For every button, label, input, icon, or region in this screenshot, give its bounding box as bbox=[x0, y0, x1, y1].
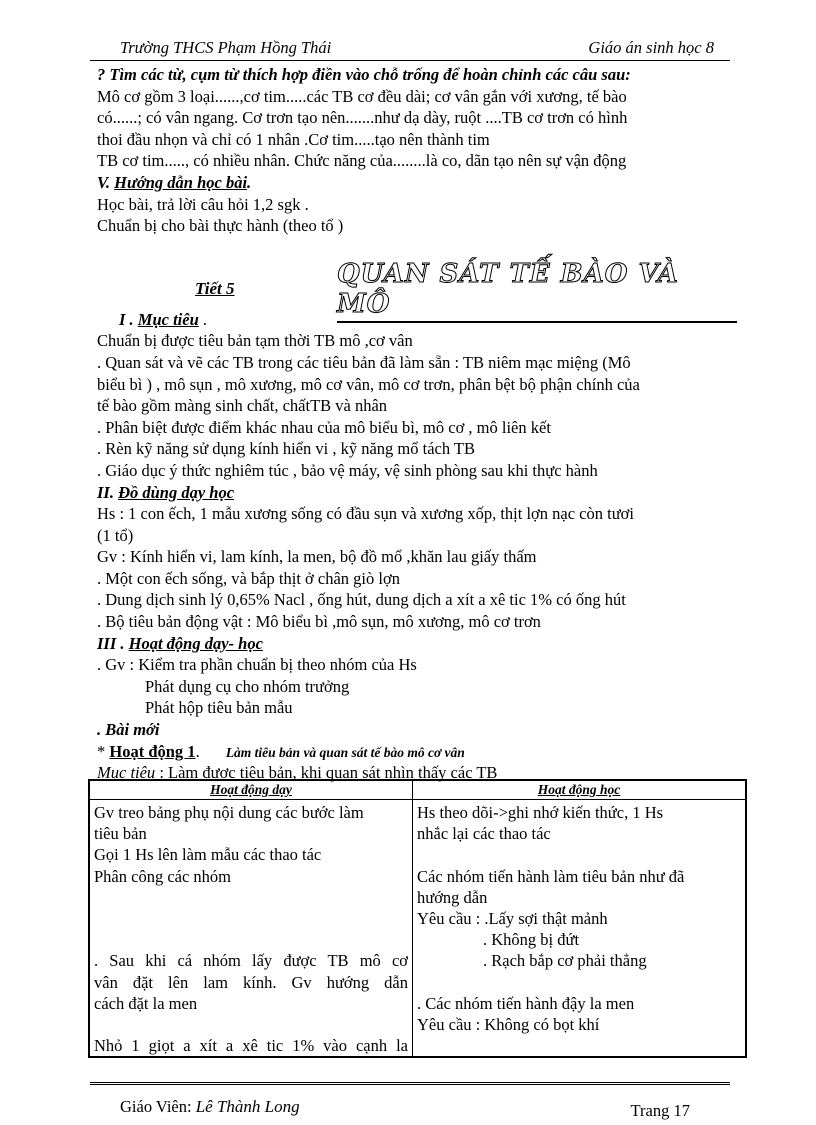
cell-line: . Không bị đứt bbox=[417, 930, 580, 950]
cell-line bbox=[94, 887, 408, 908]
cell-line: . Các nhóm tiến hành đậy la men bbox=[417, 993, 635, 1013]
section-iii-heading: III . Hoạt động dạy- học bbox=[97, 633, 263, 653]
exercise-line: Mô cơ gồm 3 loại......,cơ tim.....các TB cơ đều dài; cơ vân gắn với xương, tế bào bbox=[97, 86, 627, 106]
exercise-question: ? Tìm các từ, cụm từ thích hợp điền vào chỗ trống để hoàn chỉnh các câu sau: bbox=[97, 65, 631, 84]
table-header-teaching: Hoạt động dạy bbox=[89, 780, 413, 800]
cell-line: Hs theo dõi->ghi nhớ kiến thức, 1 Hs bbox=[417, 803, 664, 822]
section-v-title: Hướng dẫn học bài bbox=[114, 172, 248, 192]
activity-goal: Mục tiêu : Làm được tiêu bản, khi quan sát nhìn thấy các TB bbox=[97, 763, 498, 783]
section-v-heading: V. Hướng dẫn học bài. bbox=[97, 172, 252, 192]
section-i-line: . Phân biệt được điểm khác nhau của mô biểu bì, mô cơ , mô liên kết bbox=[97, 417, 551, 437]
school-name: Trường THCS Phạm Hồng Thái bbox=[120, 38, 332, 57]
cell-line: Yêu cầu : Không có bọt khí bbox=[417, 1014, 600, 1034]
page-footer bbox=[90, 1082, 730, 1125]
section-ii-heading: II. Đồ dùng dạy học bbox=[97, 482, 235, 502]
section-ii-line: . Bộ tiêu bản động vật : Mô biểu bì ,mô sụn, mô xương, mô cơ trơn bbox=[97, 612, 541, 632]
cell-line bbox=[94, 908, 408, 929]
student-activity-cell bbox=[413, 800, 747, 1058]
section-v-line: Học bài, trả lời câu hỏi 1,2 sgk . bbox=[97, 194, 309, 214]
page-content bbox=[97, 64, 737, 784]
table-header-learning: Hoạt động học bbox=[413, 780, 747, 800]
section-ii-title: Đồ dùng dạy học bbox=[118, 482, 235, 502]
page-header bbox=[90, 36, 730, 61]
cell-line bbox=[94, 929, 408, 950]
teacher-name: Lê Thành Long bbox=[195, 1097, 300, 1116]
section-i-line: . Giáo dục ý thức nghiêm túc , bảo vệ máy, vệ sinh phòng sau khi thực hành bbox=[97, 460, 598, 480]
teacher-credit: Giáo Viên: Lê Thành Long bbox=[120, 1097, 300, 1116]
lesson-title: QUAN SÁT TẾ BÀO VÀ MÔ bbox=[337, 259, 737, 323]
section-i-title: Mục tiêu bbox=[137, 309, 199, 329]
activity-title: Hoạt động 1 bbox=[109, 741, 196, 761]
section-i-line: biểu bì ) , mô sụn , mô xương, mô cơ vân, mô cơ trơn, phân bệt bộ phận chính của bbox=[97, 374, 640, 394]
cell-line: cách đặt la men bbox=[94, 993, 198, 1013]
section-ii-line: (1 tổ) bbox=[97, 525, 134, 545]
exercise-line: TB cơ tim....., có nhiều nhân. Chức năng của........là co, dãn tạo nên sự vận động bbox=[97, 151, 627, 171]
cell-line: Gv treo bảng phụ nội dung các bước làm bbox=[94, 803, 364, 822]
section-i-line: tế bào gồm màng sinh chất, chấtTB và nhân bbox=[97, 396, 388, 416]
table-row bbox=[89, 800, 746, 1058]
new-lesson-label: . Bài mới bbox=[97, 720, 160, 740]
cell-line bbox=[417, 1035, 741, 1056]
section-ii-line: . Dung dịch sinh lý 0,65% Nacl , ống hút, dung dịch a xít a xê tic 1% có ống hút bbox=[97, 590, 626, 610]
section-v-line: Chuẩn bị cho bài thực hành (theo tổ ) bbox=[97, 216, 344, 236]
page-number: Trang 17 bbox=[630, 1101, 690, 1120]
activity-table bbox=[88, 779, 747, 1058]
cell-line bbox=[94, 1014, 408, 1035]
cell-line: vân đặt lên lam kính. Gv hướng dẫn bbox=[94, 972, 408, 992]
activity-heading: * Hoạt động 1. Làm tiêu bản và quan sát tế bào mô cơ vân bbox=[97, 741, 465, 761]
cell-line: . Sau khi cá nhóm lấy được TB mô cơ bbox=[94, 951, 408, 971]
cell-line: Yêu cầu : .Lấy sợi thật mảnh bbox=[417, 908, 608, 928]
lesson-number: Tiết 5 bbox=[195, 278, 235, 298]
section-i-heading: I . Mục tiêu . bbox=[119, 309, 208, 329]
exercise-line: có......; có vân ngang. Cơ trơn tạo nên.......như dạ dày, ruột ....TB cơ trơn có hình bbox=[97, 108, 628, 128]
section-i-line: . Rèn kỹ năng sử dụng kính hiển vi , kỹ năng mổ tách TB bbox=[97, 439, 476, 459]
cell-line bbox=[417, 844, 741, 865]
section-iii-sub-line: Phát dụng cụ cho nhóm trưởng bbox=[145, 676, 350, 696]
cell-line: . Rạch bắp cơ phải thẳng bbox=[417, 951, 647, 971]
cell-line bbox=[417, 972, 741, 993]
cell-line: hướng dẫn bbox=[417, 887, 488, 907]
cell-line: Phân công các nhóm bbox=[94, 866, 232, 886]
cell-line: Các nhóm tiến hành làm tiêu bản như đã bbox=[417, 866, 685, 886]
cell-line: tiêu bản bbox=[94, 824, 147, 844]
goal-label: Mục tiêu bbox=[97, 763, 156, 783]
cell-line: Gọi 1 Hs lên làm mẫu các thao tác bbox=[94, 845, 322, 865]
section-ii-line: . Một con ếch sống, và bắp thịt ở chân giò lợn bbox=[97, 568, 400, 588]
section-iii-gv-line: . Gv : Kiểm tra phần chuẩn bị theo nhóm của Hs bbox=[97, 655, 417, 675]
activity-description: Làm tiêu bản và quan sát tế bào mô cơ vân bbox=[225, 744, 465, 760]
section-i-line: . Quan sát và vẽ các TB trong các tiêu bản đã làm sẵn : TB niêm mạc miệng (Mô bbox=[97, 352, 631, 372]
section-iii-sub-line: Phát hộp tiêu bản mẫu bbox=[145, 698, 293, 718]
cell-line: Nhỏ 1 giọt a xít a xê tic 1% vào cạnh la bbox=[94, 1036, 408, 1056]
teacher-activity-cell bbox=[89, 800, 413, 1058]
section-ii-line: Gv : Kính hiển vi, lam kính, la men, bộ đồ mổ ,khăn lau giấy thấm bbox=[97, 547, 537, 567]
section-ii-line: Hs : 1 con ếch, 1 mẫu xương sống có đầu sụn và xương xốp, thịt lợn nạc còn tươi bbox=[97, 504, 634, 524]
exercise-line: thoi đầu nhọn và chỉ có 1 nhân .Cơ tim.....tạo nên thành tim bbox=[97, 129, 490, 149]
section-iii-title: Hoạt động dạy- học bbox=[128, 633, 263, 653]
cell-line: nhắc lại các thao tác bbox=[417, 824, 551, 844]
table-header-row bbox=[89, 780, 746, 800]
section-i-line: Chuẩn bị được tiêu bản tạm thời TB mô ,cơ vân bbox=[97, 331, 413, 351]
document-name: Giáo án sinh học 8 bbox=[588, 38, 714, 57]
